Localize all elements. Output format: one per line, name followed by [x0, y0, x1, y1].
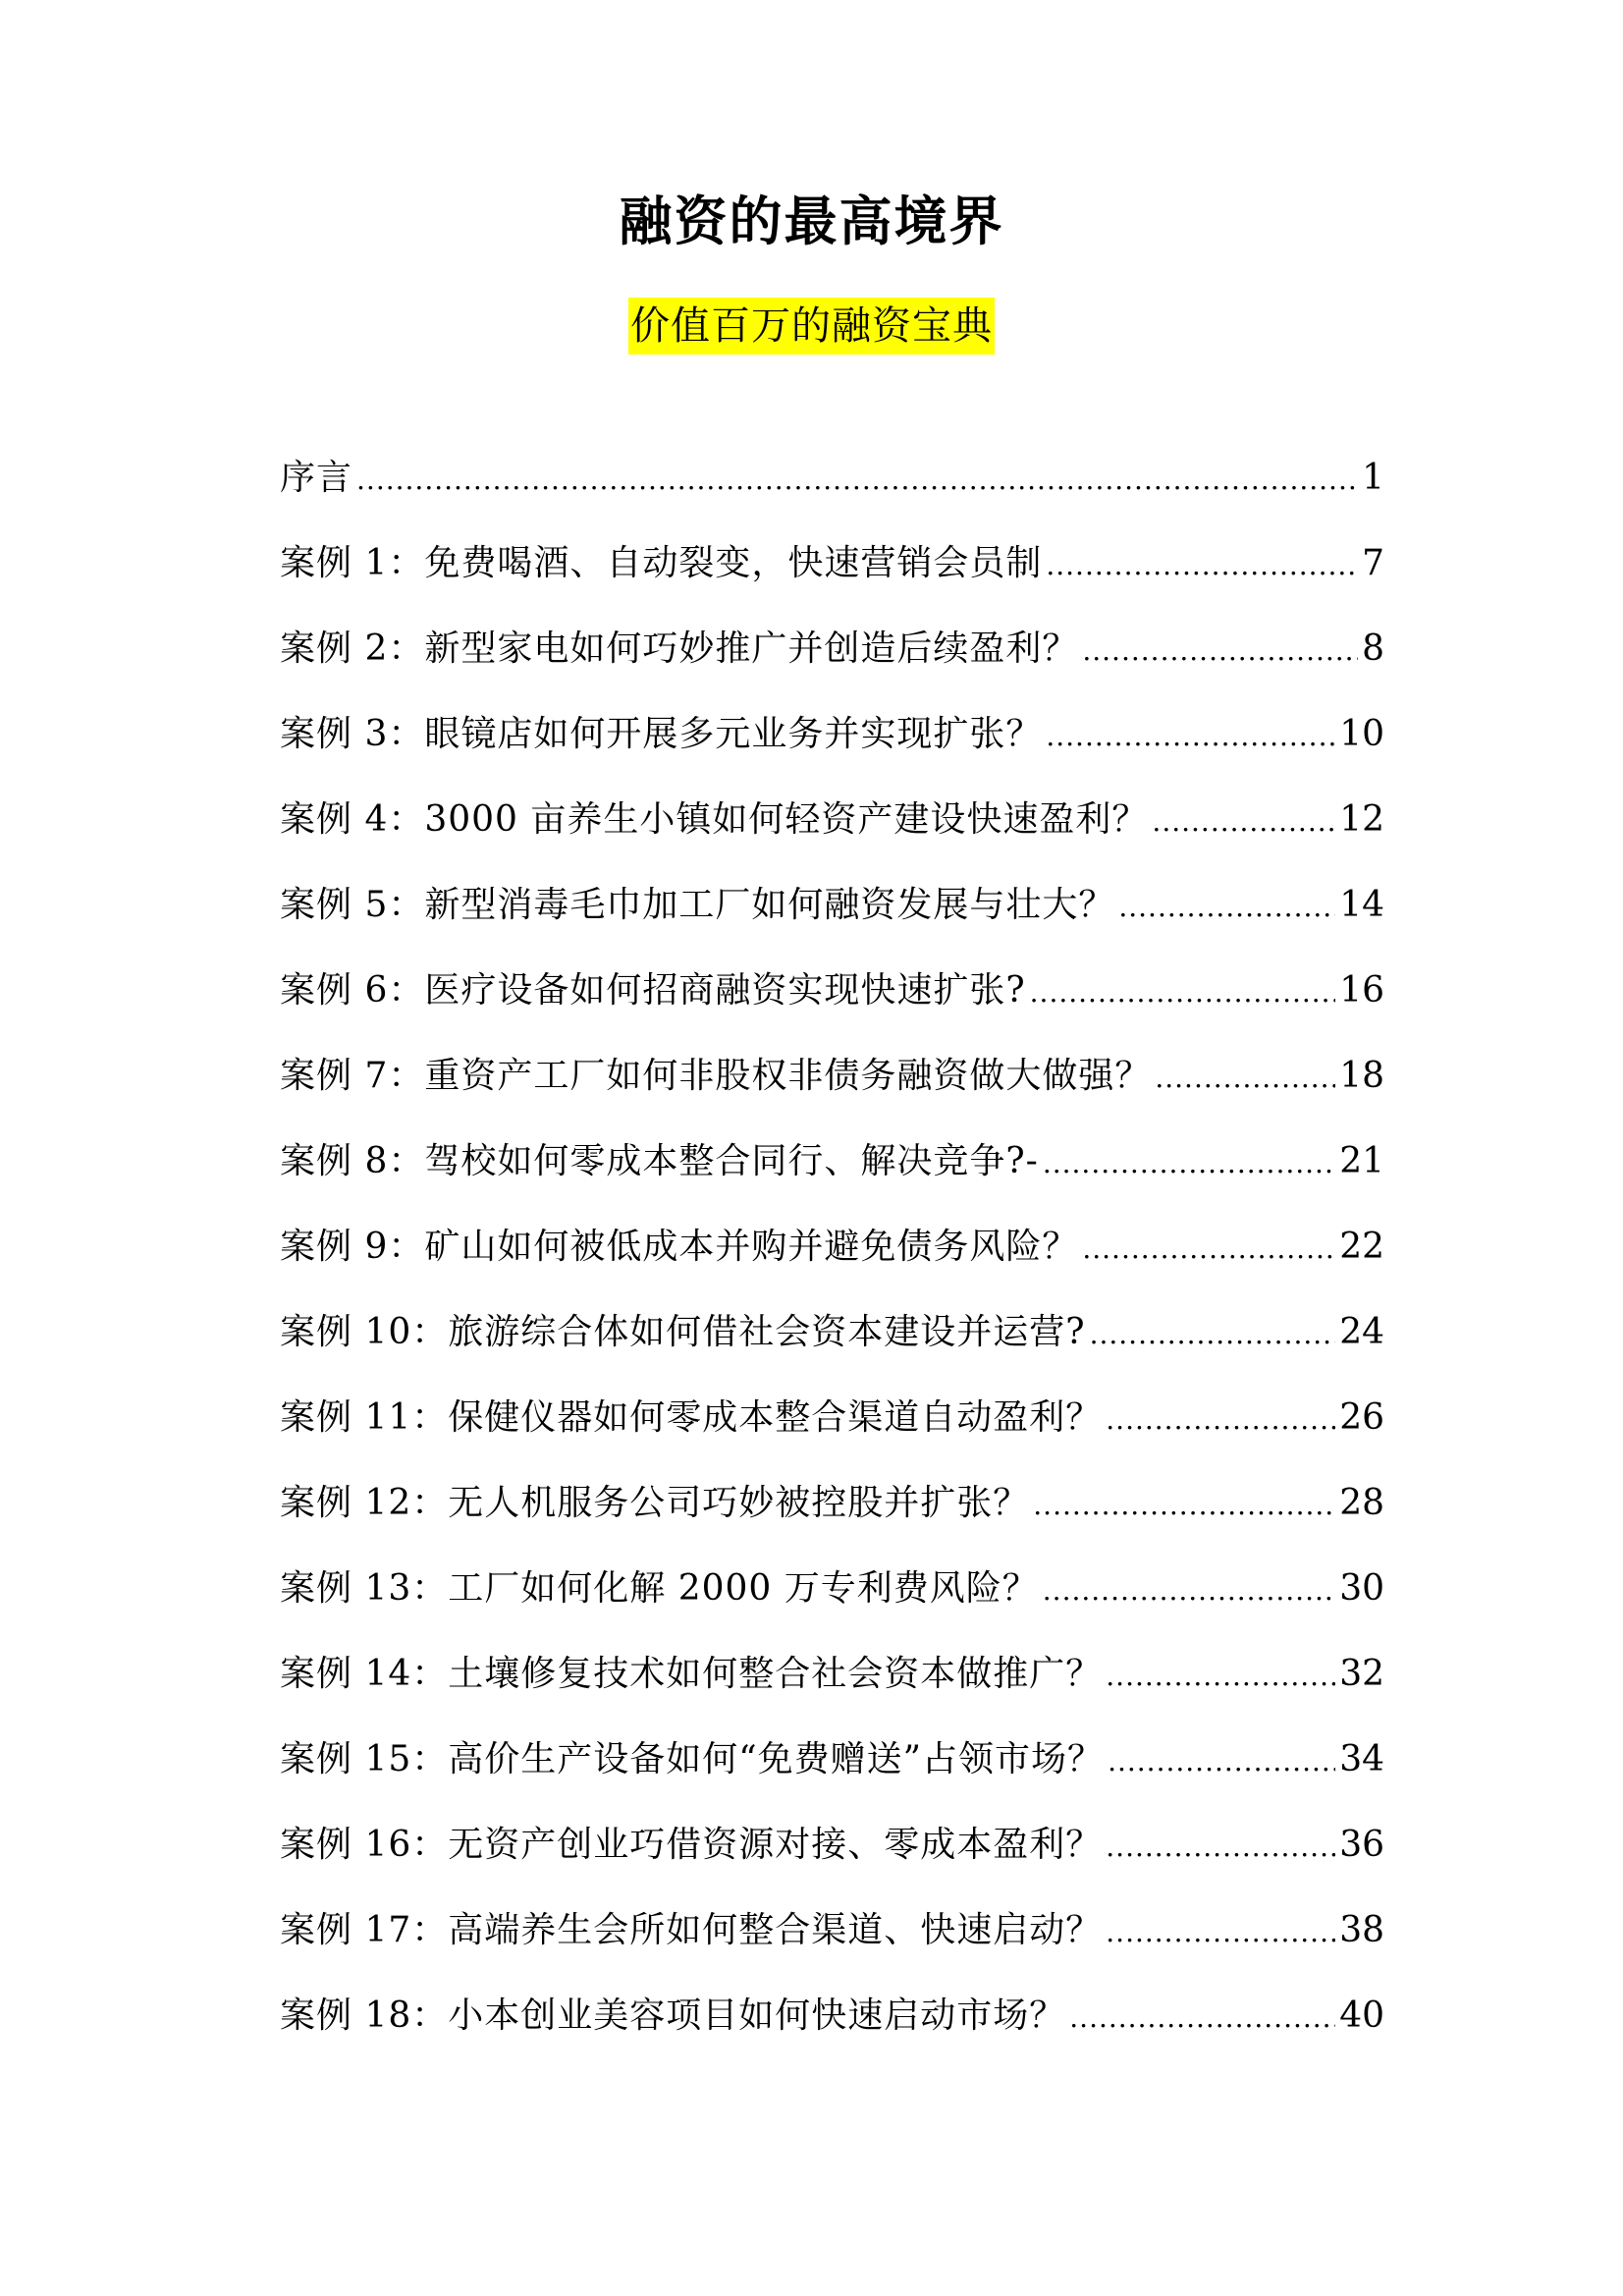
toc-dot-leader	[1046, 537, 1358, 594]
toc-entry-text: 案例 18：小本创业美容项目如何快速启动市场？	[280, 1995, 1066, 2036]
toc-page-number: 34	[1339, 1739, 1384, 1779]
toc-entry-case-13[interactable]	[280, 1560, 1384, 1646]
toc-dot-leader	[1152, 793, 1335, 850]
document-title: 融资的最高境界	[619, 190, 1004, 252]
toc-dot-leader	[1090, 1306, 1336, 1363]
toc-dot-leader	[1030, 964, 1336, 1021]
toc-entry-text: 案例 7：重资产工厂如何非股权非债务融资做大做强？	[280, 1056, 1152, 1096]
toc-entry-text: 案例 13：工厂如何化解 2000 万专利费风险？	[280, 1568, 1039, 1609]
toc-entry-text: 案例 2：新型家电如何巧妙推广并创造后续盈利？	[280, 629, 1079, 669]
toc-entry-case-5[interactable]	[280, 877, 1384, 962]
toc-dot-leader	[1106, 1819, 1335, 1876]
toc-entry-case-12[interactable]	[280, 1475, 1384, 1560]
toc-page-number: 7	[1362, 543, 1384, 583]
toc-entry-preface[interactable]	[280, 450, 1384, 535]
toc-dot-leader	[356, 452, 1358, 509]
toc-entry-text: 案例 15：高价生产设备如何“免费赠送”占领市场？	[280, 1739, 1105, 1779]
document-subtitle: 价值百万的融资宝典	[628, 298, 995, 355]
toc-dot-leader	[1069, 1990, 1335, 2047]
toc-page-number: 14	[1339, 885, 1384, 925]
toc-dot-leader	[1118, 879, 1335, 936]
toc-entry-case-16[interactable]	[280, 1817, 1384, 1902]
toc-entry-case-15[interactable]	[280, 1731, 1384, 1817]
toc-dot-leader	[1108, 1733, 1335, 1790]
toc-entry-text: 案例 8：驾校如何零成本整合同行、解决竞争?-	[280, 1141, 1039, 1181]
toc-entry-text: 案例 17：高端养生会所如何整合渠道、快速启动？	[280, 1910, 1103, 1950]
toc-entry-text: 案例 16：无资产创业巧借资源对接、零成本盈利？	[280, 1825, 1103, 1865]
toc-page-number: 10	[1339, 714, 1384, 754]
toc-entry-text: 案例 14：土壤修复技术如何整合社会资本做推广？	[280, 1654, 1103, 1694]
table-of-contents	[280, 450, 1384, 2073]
toc-dot-leader	[1082, 1221, 1335, 1278]
toc-entry-case-3[interactable]	[280, 706, 1384, 792]
toc-page-number: 22	[1339, 1227, 1384, 1267]
toc-entry-text: 案例 5：新型消毒毛巾加工厂如何融资发展与壮大？	[280, 885, 1115, 925]
toc-dot-leader	[1043, 1562, 1335, 1619]
toc-entry-case-2[interactable]	[280, 621, 1384, 706]
toc-entry-case-17[interactable]	[280, 1902, 1384, 1988]
toc-entry-case-14[interactable]	[280, 1646, 1384, 1731]
toc-page-number: 24	[1339, 1312, 1384, 1352]
toc-entry-case-18[interactable]	[280, 1988, 1384, 2073]
toc-page-number: 21	[1339, 1141, 1384, 1181]
toc-page-number: 28	[1339, 1483, 1384, 1523]
toc-entry-case-8[interactable]	[280, 1133, 1384, 1219]
toc-page-number: 12	[1339, 799, 1384, 840]
toc-dot-leader	[1106, 1648, 1335, 1705]
toc-dot-leader	[1106, 1904, 1335, 1961]
toc-page-number: 1	[1362, 458, 1384, 498]
subtitle-container	[0, 298, 1623, 355]
toc-entry-case-6[interactable]	[280, 962, 1384, 1048]
toc-page-number: 30	[1339, 1568, 1384, 1609]
toc-entry-text: 案例 3：眼镜店如何开展多元业务并实现扩张？	[280, 714, 1043, 754]
toc-entry-text: 序言	[280, 458, 353, 498]
toc-entry-text: 案例 11：保健仪器如何零成本整合渠道自动盈利？	[280, 1397, 1103, 1438]
toc-page-number: 26	[1339, 1397, 1384, 1438]
toc-page-number: 18	[1339, 1056, 1384, 1096]
toc-entry-text: 案例 12：无人机服务公司巧妙被控股并扩张？	[280, 1483, 1030, 1523]
toc-dot-leader	[1155, 1050, 1335, 1107]
toc-page-number: 32	[1339, 1654, 1384, 1694]
toc-entry-case-10[interactable]	[280, 1304, 1384, 1390]
toc-dot-leader	[1082, 623, 1358, 680]
toc-page-number: 40	[1339, 1995, 1384, 2036]
toc-dot-leader	[1106, 1392, 1335, 1449]
toc-dot-leader	[1046, 708, 1335, 765]
toc-entry-case-1[interactable]	[280, 535, 1384, 621]
toc-entry-case-11[interactable]	[280, 1390, 1384, 1475]
toc-entry-case-4[interactable]	[280, 792, 1384, 877]
toc-entry-text: 案例 10：旅游综合体如何借社会资本建设并运营?	[280, 1312, 1086, 1352]
toc-page-number: 36	[1339, 1825, 1384, 1865]
toc-entry-text: 案例 4：3000 亩养生小镇如何轻资产建设快速盈利？	[280, 799, 1149, 840]
toc-entry-text: 案例 1：免费喝酒、自动裂变，快速营销会员制	[280, 543, 1043, 583]
toc-entry-case-7[interactable]	[280, 1048, 1384, 1133]
toc-dot-leader	[1043, 1135, 1335, 1192]
toc-page-number: 38	[1339, 1910, 1384, 1950]
toc-entry-case-9[interactable]	[280, 1219, 1384, 1304]
toc-entry-text: 案例 9：矿山如何被低成本并购并避免债务风险？	[280, 1227, 1079, 1267]
toc-entry-text: 案例 6：医疗设备如何招商融资实现快速扩张?	[280, 970, 1026, 1011]
toc-page-number: 8	[1362, 629, 1384, 669]
toc-page-number: 16	[1339, 970, 1384, 1011]
toc-dot-leader	[1033, 1477, 1335, 1534]
